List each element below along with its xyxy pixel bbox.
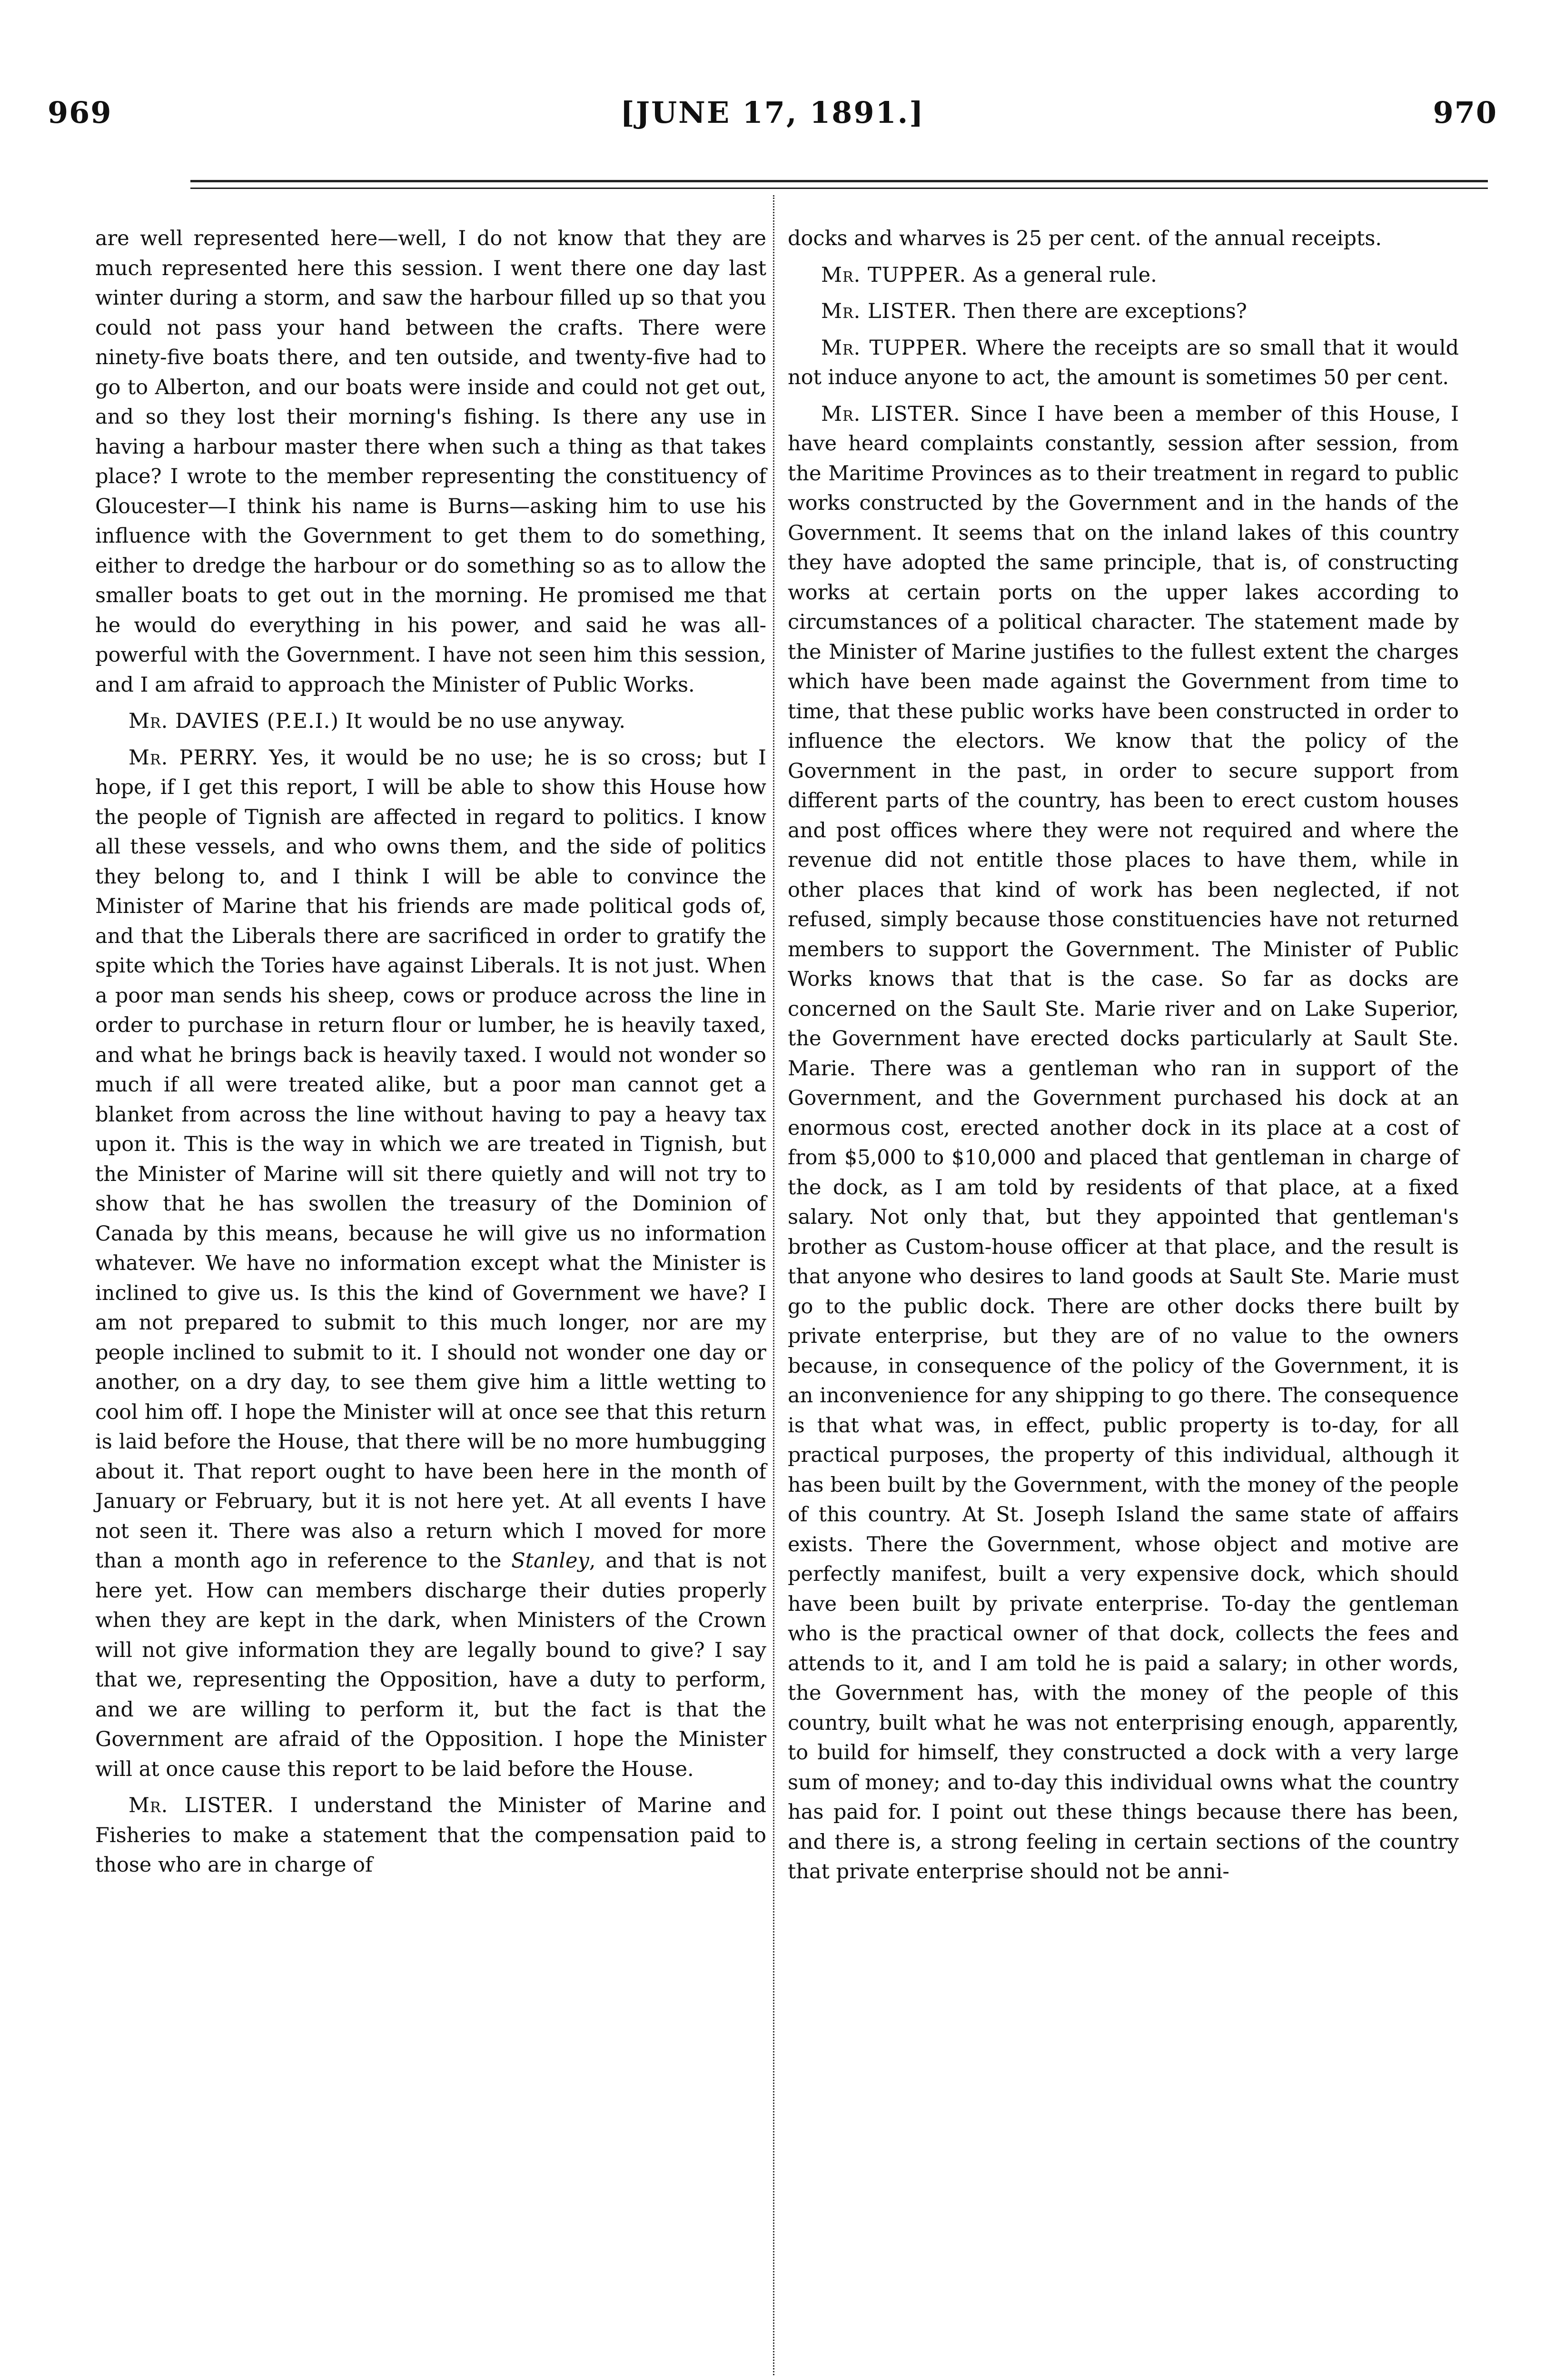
paragraph-text: Where the receipts are so small that it would not induce anyone to act, the amount is sometimes 50 per cent. [788,336,1459,389]
speaker-name: Mr. LISTER. [129,1794,274,1817]
paragraph [788,399,1459,1887]
paragraph [95,224,766,700]
paragraph-text: docks and wharves is 25 per cent. of the annual receipts. [788,227,1382,250]
speaker-name: Mr. LISTER. [821,299,958,323]
paragraph-text: , and that is not here yet. How can members discharge their duties properly when they are kept in the dark, when Ministers of the Crown will not give information they are legally bound to give? I say that we, representing the Opposition, have a duty to perform, and we are willing to perform it, but the fact is that the Government are afraid of the Opposition. I hope the Minister will at once cause this report to be laid before the House. [95,1549,766,1781]
paragraph-text: As a general rule. [966,263,1157,287]
page-number-left: 969 [48,95,112,130]
header-rule-bottom [190,188,1488,189]
paragraph-text: Yes, it would be no use; he is so cross; but I hope, if I get this report, I will be able to show this House how the people of Tignish are affected in regard to politics. I know all these vessels, and who owns them, and the side of politics they belong to, and I think I will be able to convince the Minister of Marine that his friends are made political gods of, and that the Liberals there are sacrificed in order to gratify the spite which the Tories have against Liberals. It is not just. When a poor man sends his sheep, cows or produce across the line in order to purchase in return flour or lumber, he is heavily taxed, and what he brings back is heavily taxed. I would not wonder so much if all were treated alike, but a poor man cannot get a blanket from across the line without having to pay a heavy tax upon it. This is the way in which we are treated in Tignish, but the Minister of Marine will sit there quietly and will not try to show that he has swollen the treasury of the Dominion of Canada by this means, because he will give us no information whatever. We have no information except what the Minister is inclined to give us. Is this the kind of Government we have? I am not prepared to submit to this much longer, nor are my people inclined to submit to it. I should not wonder one day or another, on a dry day, to see them give him a little wetting to cool him off. I hope the Minister will at once see that this return is laid before the House, that there will be no more humbugging about it. That report ought to have been here in the month of January or February, but it is not here yet. At all events I have not seen it. There was also a return which I moved for more than a month ago in reference to the [95,745,766,1573]
left-column [95,224,766,1887]
paragraph [788,333,1459,393]
right-column [788,224,1459,1894]
paragraph-text: are well represented here—well, I do not know that they are much represented here this session. I went there one day last winter during a storm, and saw the harbour filled up so that you could not pass your hand between the crafts. There were ninety-five boats there, and ten outside, and twenty-five had to go to Alberton, and our boats were inside and could not get out, and so they lost their morning's fishing. Is there any use in having a harbour master there when such a thing as that takes place? I wrote to the member representing the constituency of Gloucester—I think his name is Burns—asking him to use his influence with the Government to get them to do something, either to dredge the harbour or do something so as to allow the smaller boats to get out in the morning. He promised me that he would do everything in his power, and said he was all-powerful with the Government. I have not seen him this session, and I am afraid to approach the Minister of Public Works. [95,227,766,697]
speaker-name: Mr. TUPPER. [821,263,967,287]
paragraph [95,706,766,736]
paragraph [788,297,1459,327]
paragraph-text: I understand the Minister of Marine and Fisheries to make a statement that the compensation paid to those who are in charge of [95,1794,766,1877]
speaker-name: Mr. TUPPER. [821,336,968,360]
column-divider [773,195,774,2375]
speaker-name: Mr. LISTER. [821,402,961,426]
paragraph [95,743,766,1785]
vessel-name: Stanley [511,1549,589,1573]
paragraph-text: Then there are exceptions? [957,299,1247,323]
page-number-right: 970 [1433,95,1497,130]
speaker-name: Mr. DAVIES (P.E.I.) [129,709,339,733]
page-date-title: [JUNE 17, 1891.] [620,95,925,130]
paragraph-text: It would be no use anyway. [339,709,626,733]
paragraph-text: Since I have been a member of this House, I have heard complaints constantly, session after session, from the Maritime Provinces as to their treatment in regard to public works constructed by the Government and in the hands of the Government. It seems that on the inland lakes of this country they have adopted the same principle, that is, of constructing works at certain ports on the upper lakes according to circumstances of a political character. The statement made by the Minister of Marine justifies to the fullest extent the charges which have been made against the Government from time to time, that these public works have been constructed in order to influence the electors. We know that the policy of the Government in the past, in order to secure support from different parts of the country, has been to erect custom houses and post offices where they were not required and where the revenue did not entitle those places to have them, while in other places that kind of work has been neglected, if not refused, simply because those constituencies have not returned members to support the Government. The Minister of Public Works knows that that is the case. So far as docks are concerned on the Sault Ste. Marie river and on Lake Superior, the Government have erected docks particularly at Sault Ste. Marie. There was a gentleman who ran in support of the Government, and the Government purchased his dock at an enormous cost, erected another dock in its place at a cost of from $5,000 to $10,000 and placed that gentleman in charge of the dock, as I am told by residents of that place, at a fixed salary. Not only that, but they appointed that gentleman's brother as Custom-house officer at that place, and the result is that anyone who desires to land goods at Sault Ste. Marie must go to the public dock. There are other docks there built by private enterprise, but they are of no value to the owners because, in consequence of the policy of the Government, it is an inconvenience for any shipping to go there. The consequence is that what was, in effect, public property is to-day, for all practical purposes, the property of this individual, although it has been built by the Government, with the money of the people of this country. At St. Joseph Island the same state of affairs exists. There the Government, whose object and motive are perfectly manifest, built a very expensive dock, which should have been built by private enterprise. To-day the gentleman who is the practical owner of that dock, collects the fees and attends to it, and I am told he is paid a salary; in other words, the Government has, with the money of the people of this country, built what he was not enterprising enough, apparently, to build for himself, they constructed a dock with a very large sum of money; and to-day this individual owns what the country has paid for. I point out these things because there has been, and there is, a strong feeling in certain sections of the country that private enterprise should not be anni- [788,402,1459,1884]
paragraph [788,260,1459,290]
paragraph [95,1791,766,1880]
header-rule-top [190,180,1488,182]
page-header [48,95,1497,138]
speaker-name: Mr. PERRY. [129,745,258,770]
paragraph [788,224,1459,254]
